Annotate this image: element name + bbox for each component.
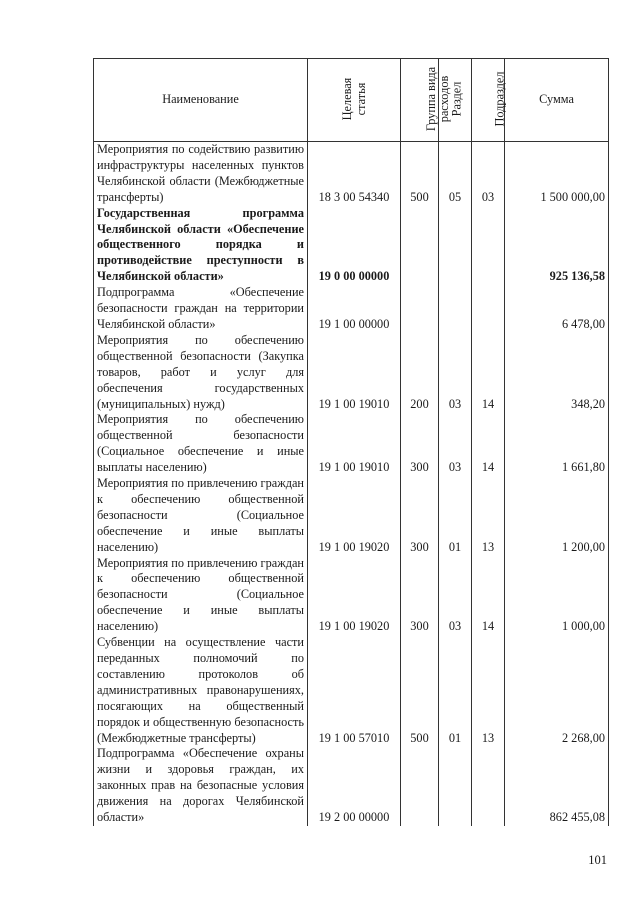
table-header-row <box>94 59 609 142</box>
row-target-article: 19 1 00 19010 <box>308 412 401 476</box>
row-target-article: 19 1 00 19010 <box>308 333 401 413</box>
row-section <box>439 285 472 333</box>
row-sum: 348,20 <box>505 333 609 413</box>
row-name: Мероприятия по обеспечению общественной безопасности (Закупка товаров, работ и услуг для обеспечения государственных (муниципальных) нужд) <box>94 333 308 413</box>
row-expense-group: 300 <box>401 556 439 636</box>
header-expense-group: Группа вида расходов <box>401 59 439 142</box>
row-sum: 1 000,00 <box>505 556 609 636</box>
row-subsection: 13 <box>472 476 505 556</box>
row-expense-group <box>401 746 439 826</box>
row-target-article: 19 1 00 19020 <box>308 476 401 556</box>
row-expense-group: 300 <box>401 476 439 556</box>
header-section: Раздел <box>439 59 472 142</box>
table-row <box>94 556 609 636</box>
row-subsection: 14 <box>472 556 505 636</box>
header-sum: Сумма <box>505 59 609 142</box>
row-section: 01 <box>439 635 472 746</box>
row-section <box>439 206 472 286</box>
row-sum: 862 455,08 <box>505 746 609 826</box>
row-subsection: 14 <box>472 333 505 413</box>
row-section: 03 <box>439 412 472 476</box>
row-target-article: 18 3 00 54340 <box>308 142 401 206</box>
row-name: Подпрограмма «Обеспечение безопасности граждан на территории Челябинской области» <box>94 285 308 333</box>
row-name: Мероприятия по обеспечению общественной безопасности (Социальное обеспечение и иные выплаты населению) <box>94 412 308 476</box>
row-target-article: 19 1 00 00000 <box>308 285 401 333</box>
row-target-article: 19 2 00 00000 <box>308 746 401 826</box>
row-sum: 2 268,00 <box>505 635 609 746</box>
row-subsection <box>472 285 505 333</box>
row-expense-group: 200 <box>401 333 439 413</box>
row-sum: 925 136,58 <box>505 206 609 286</box>
table-row <box>94 285 609 333</box>
row-section: 05 <box>439 142 472 206</box>
row-expense-group <box>401 206 439 286</box>
budget-table <box>93 58 609 826</box>
table-row <box>94 476 609 556</box>
row-name: Мероприятия по содействию развитию инфраструктуры населенных пунктов Челябинской области (Межбюджетные трансферты) <box>94 142 308 206</box>
row-expense-group: 500 <box>401 635 439 746</box>
table-row <box>94 142 609 206</box>
row-sum: 1 661,80 <box>505 412 609 476</box>
row-target-article: 19 1 00 19020 <box>308 556 401 636</box>
row-expense-group: 500 <box>401 142 439 206</box>
header-name: Наименование <box>94 59 308 142</box>
header-target-article: Целевая статья <box>308 59 401 142</box>
row-subsection <box>472 746 505 826</box>
row-sum: 1 200,00 <box>505 476 609 556</box>
row-section: 03 <box>439 556 472 636</box>
row-name: Субвенции на осуществление части переданных полномочий по составлению протоколов об административных правонарушениях, посягающих на общественный порядок и общественную безопасность (Межбюджетные трансферты) <box>94 635 308 746</box>
table-row <box>94 206 609 286</box>
row-expense-group: 300 <box>401 412 439 476</box>
row-expense-group <box>401 285 439 333</box>
row-subsection <box>472 206 505 286</box>
row-name: Мероприятия по привлечению граждан к обеспечению общественной безопасности (Социальное обеспечение и иные выплаты населению) <box>94 556 308 636</box>
row-name: Мероприятия по привлечению граждан к обеспечению общественной безопасности (Социальное обеспечение и иные выплаты населению) <box>94 476 308 556</box>
row-section <box>439 746 472 826</box>
row-target-article: 19 1 00 57010 <box>308 635 401 746</box>
row-section: 01 <box>439 476 472 556</box>
table-row <box>94 746 609 826</box>
row-sum: 6 478,00 <box>505 285 609 333</box>
header-subsection: Подраздел <box>472 59 505 142</box>
table-row <box>94 412 609 476</box>
row-target-article: 19 0 00 00000 <box>308 206 401 286</box>
page-number: 101 <box>588 853 607 867</box>
row-name: Подпрограмма «Обеспечение охраны жизни и здоровья граждан, их законных прав на безопасные условия движения на дорогах Челябинской области» <box>94 746 308 826</box>
row-subsection: 14 <box>472 412 505 476</box>
table-row <box>94 635 609 746</box>
table-row <box>94 333 609 413</box>
row-subsection: 03 <box>472 142 505 206</box>
row-subsection: 13 <box>472 635 505 746</box>
row-sum: 1 500 000,00 <box>505 142 609 206</box>
row-name: Государственная программа Челябинской области «Обеспечение общественного порядка и противодействие преступности в Челябинской области» <box>94 206 308 286</box>
row-section: 03 <box>439 333 472 413</box>
